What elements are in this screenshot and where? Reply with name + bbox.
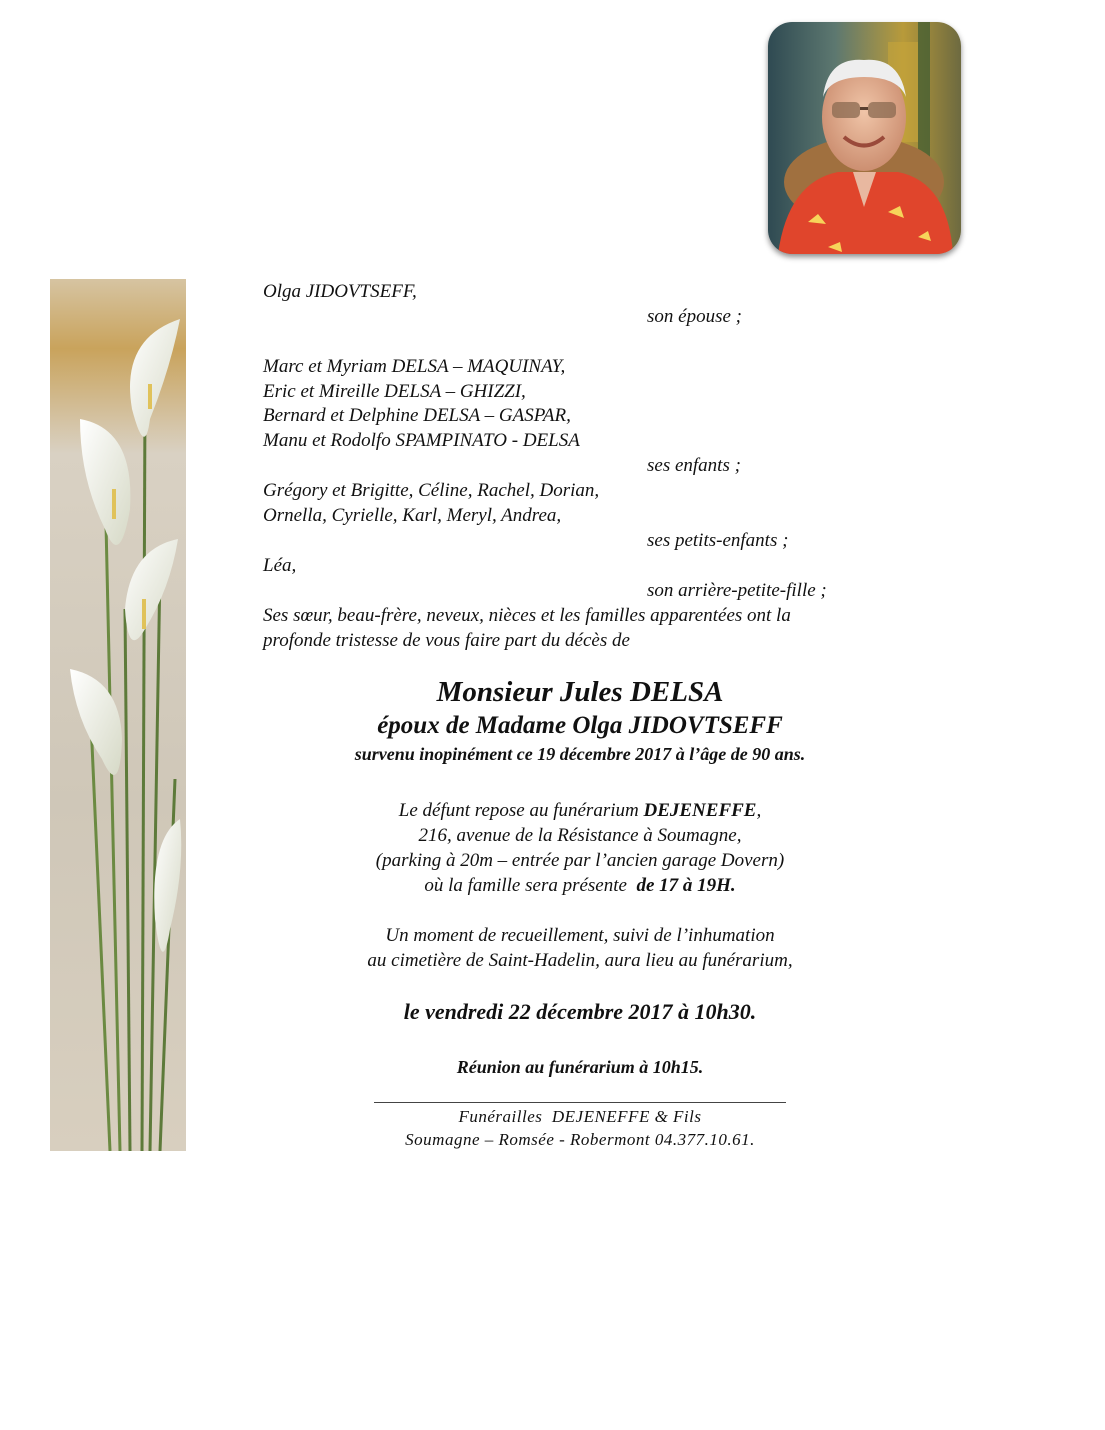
funeral-home-contact: Soumagne – Romsée - Robermont 04.377.10.61. [405,1130,755,1149]
repose-line-1-text: Le défunt repose au funérarium [398,800,644,821]
announcement-line-2: profonde tristesse de vous faire part du décès de [263,630,630,651]
spouse-name: Olga JIDOVTSEFF, [263,281,417,302]
reunion-block [263,1055,897,1079]
ceremony-line-1: Un moment de recueillement, suivi de l’inhumation [385,925,775,946]
repose-line-1-suffix: , [756,800,762,821]
funerarium-name: DEJENEFFE [643,800,757,821]
child-line-3: Bernard et Delphine DELSA – GASPAR, [263,405,571,426]
ceremony-date: le vendredi 22 décembre 2017 à 10h30. [403,999,757,1024]
repose-line-4-text: où la famille sera présente [424,875,637,896]
great-grandchild-role: son arrière-petite-fille ; [647,580,827,601]
repose-address: 216, avenue de la Résistance à Soumagne, [418,825,742,846]
children-role: ses enfants ; [647,455,741,476]
calla-lily-image [50,279,186,1151]
announcement-line-1: Ses sœur, beau-frère, neveux, nièces et les familles apparentées ont la [263,605,791,626]
grandchildren-line-2: Ornella, Cyrielle, Karl, Meryl, Andrea, [263,505,562,526]
great-grandchild-name: Léa, [263,555,297,576]
repose-block [263,798,897,898]
deceased-spouse-line: époux de Madame Olga JIDOVTSEFF [377,712,783,739]
ceremony-block [263,923,897,973]
child-line-4: Manu et Rodolfo SPAMPINATO - DELSA [263,430,580,451]
reunion-time: Réunion au funérarium à 10h15. [456,1057,704,1077]
grandchildren-role: ses petits-enfants ; [647,530,789,551]
footer-divider [374,1102,786,1103]
child-line-2: Eric et Mireille DELSA – GHIZZI, [263,381,526,402]
ceremony-date-block [263,998,897,1026]
funeral-home-name: Funérailles DEJENEFFE & Fils [458,1107,702,1126]
repose-parking: (parking à 20m – entrée par l’ancien garage Dovern) [375,850,785,871]
repose-line-4 [263,873,897,898]
visiting-hours: de 17 à 19H. [636,875,736,896]
child-line-1: Marc et Myriam DELSA – MAQUINAY, [263,356,566,377]
ceremony-line-2: au cimetière de Saint-Hadelin, aura lieu au funérarium, [367,950,793,971]
footer-block [263,1105,897,1151]
portrait-photo [768,22,961,254]
repose-line-1 [263,798,897,823]
deceased-name: Monsieur Jules DELSA [436,676,724,708]
grandchildren-line-1: Grégory et Brigitte, Céline, Rachel, Dorian, [263,480,600,501]
death-date-line: survenu inopinément ce 19 décembre 2017 à l’âge de 90 ans. [354,744,806,764]
deceased-block [263,674,897,766]
spouse-role: son épouse ; [647,306,742,327]
